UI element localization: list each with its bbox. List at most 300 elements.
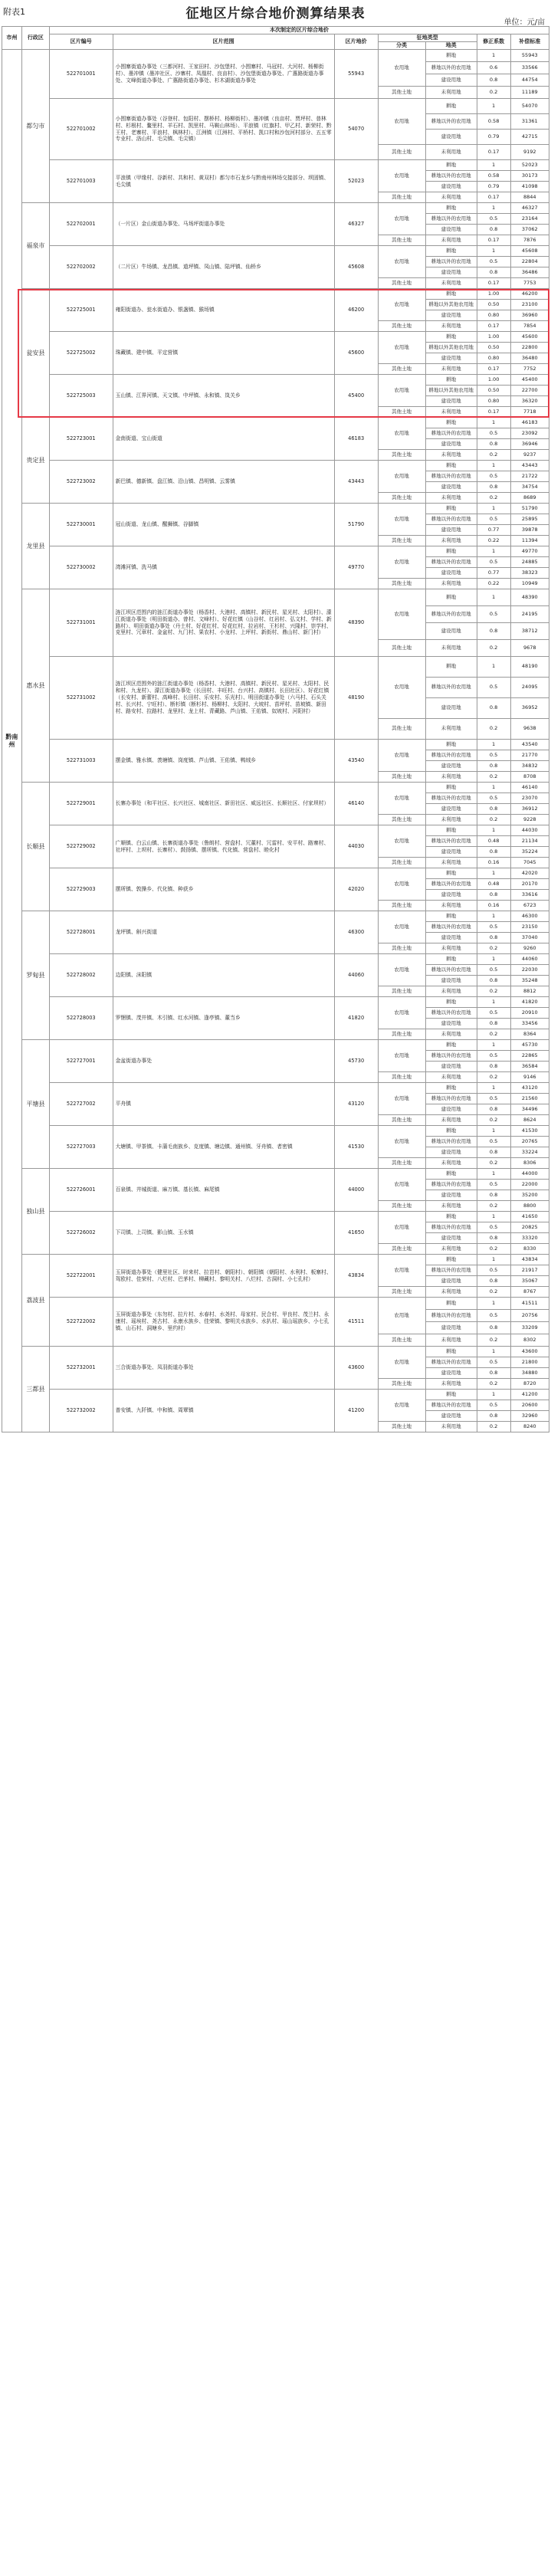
cell-std: 33320	[510, 1233, 549, 1244]
cell-code: 522731003	[49, 740, 113, 783]
cell-std: 33566	[510, 62, 549, 74]
cell-price: 43600	[334, 1347, 378, 1390]
cell-land: 耕地以外的农用地	[425, 965, 477, 976]
cell-coef: 0.2	[477, 1029, 510, 1040]
cell-std: 22000	[510, 1180, 549, 1190]
cell-land: 耕地	[425, 375, 477, 386]
cell-std: 7045	[510, 858, 549, 868]
cell-land: 耕地以外的农用地	[425, 171, 477, 182]
table-row	[2, 1390, 549, 1400]
cell-coef: 0.2	[477, 640, 510, 657]
cell-std: 46200	[510, 289, 549, 300]
table-row	[2, 1040, 549, 1051]
cell-land: 建设用地	[425, 482, 477, 493]
header-category: 分类	[378, 42, 425, 50]
cell-price: 43834	[334, 1255, 378, 1298]
cell-range: 广顺镇、白云山镇、长寨街道办事处（鲁朗村、营盘村、冗董村、冗雷村、安平村、路寨村、社坪村、上坝村、长寨村）、鼓扬镇、摆所镇、代化镇、营盘村、睦化村	[113, 825, 334, 868]
cell-land: 耕地以外的农用地	[425, 214, 477, 225]
cell-price: 44030	[334, 825, 378, 868]
cell-std: 33224	[510, 1147, 549, 1158]
table-row	[2, 954, 549, 965]
cell-std: 36320	[510, 396, 549, 407]
cell-category: 其他土地	[378, 1334, 425, 1347]
header-group: 本次制定的区片综合地价	[49, 27, 549, 34]
cell-category: 农用地	[378, 1255, 425, 1287]
cell-std: 10949	[510, 579, 549, 589]
cell-std: 45600	[510, 332, 549, 343]
cell-price: 49770	[334, 546, 378, 589]
cell-land: 耕地以外的农用地	[425, 879, 477, 890]
cell-category: 农用地	[378, 1390, 425, 1422]
cell-coef: 0.50	[477, 386, 510, 396]
cell-coef: 1	[477, 1255, 510, 1265]
table-row	[2, 1298, 549, 1310]
cell-coef: 0.5	[477, 214, 510, 225]
cell-coef: 0.80	[477, 310, 510, 321]
cell-std: 8624	[510, 1115, 549, 1126]
cell-land: 建设用地	[425, 1276, 477, 1287]
cell-land: 耕地以外的农用地	[425, 922, 477, 933]
cell-land: 耕地	[425, 160, 477, 171]
cell-code: 522722002	[49, 1298, 113, 1347]
cell-price: 48390	[334, 589, 378, 657]
table-body	[2, 50, 549, 1432]
cell-coef: 1	[477, 50, 510, 62]
cell-std: 48390	[510, 589, 549, 606]
cell-category: 农用地	[378, 1169, 425, 1201]
cell-range: （二片区）牛场镇、龙昌镇、道坪镇、凤山镇、陆坪镇、仙桥乡	[113, 246, 334, 289]
cell-std: 35224	[510, 847, 549, 858]
cell-std: 41530	[510, 1126, 549, 1137]
cell-coef: 0.5	[477, 1051, 510, 1062]
cell-code: 522732002	[49, 1390, 113, 1432]
cell-category: 其他土地	[378, 1244, 425, 1255]
cell-land: 建设用地	[425, 310, 477, 321]
cell-land: 耕地	[425, 203, 477, 214]
header-coef: 修正系数	[477, 34, 510, 50]
cell-coef: 0.17	[477, 192, 510, 203]
cell-land: 建设用地	[425, 1411, 477, 1422]
table-row	[2, 825, 549, 836]
cell-std: 8812	[510, 986, 549, 997]
cell-range: 平舟镇	[113, 1083, 334, 1126]
cell-std: 41098	[510, 182, 549, 192]
cell-std: 35200	[510, 1190, 549, 1201]
cell-coef: 0.8	[477, 698, 510, 719]
cell-land: 建设用地	[425, 1233, 477, 1244]
cell-coef: 0.5	[477, 1357, 510, 1368]
cell-std: 21800	[510, 1357, 549, 1368]
cell-land: 耕地	[425, 997, 477, 1008]
cell-category: 农用地	[378, 203, 425, 235]
cell-price: 52023	[334, 160, 378, 203]
cell-category: 其他土地	[378, 1201, 425, 1212]
cell-category: 其他土地	[378, 364, 425, 375]
cell-std: 8302	[510, 1334, 549, 1347]
cell-land: 耕地	[425, 1083, 477, 1094]
cell-price: 43540	[334, 740, 378, 783]
cell-std: 9237	[510, 450, 549, 461]
cell-std: 9678	[510, 640, 549, 657]
cell-price: 41820	[334, 997, 378, 1040]
cell-std: 8330	[510, 1244, 549, 1255]
cell-coef: 0.5	[477, 1180, 510, 1190]
cell-std: 34754	[510, 482, 549, 493]
cell-coef: 1.00	[477, 375, 510, 386]
cell-coef: 0.6	[477, 62, 510, 74]
cell-coef: 0.5	[477, 257, 510, 267]
cell-county: 瓮安县	[21, 289, 49, 418]
cell-coef: 1	[477, 740, 510, 750]
table-row	[2, 375, 549, 386]
cell-category: 其他土地	[378, 640, 425, 657]
table-row	[2, 203, 549, 214]
cell-code: 522731001	[49, 589, 113, 657]
cell-std: 24195	[510, 606, 549, 623]
cell-code: 522725003	[49, 375, 113, 418]
table-row	[2, 99, 549, 114]
cell-std: 32960	[510, 1411, 549, 1422]
cell-land: 耕地	[425, 1126, 477, 1137]
cell-code: 522732001	[49, 1347, 113, 1390]
cell-coef: 0.17	[477, 364, 510, 375]
cell-std: 44030	[510, 825, 549, 836]
cell-range: 摆金镇、雅水镇、羡塘镇、岗度镇、芦山镇、王佑镇、鸭绒乡	[113, 740, 334, 783]
cell-price: 44060	[334, 954, 378, 997]
cell-coef: 0.2	[477, 493, 510, 504]
cell-category: 农用地	[378, 997, 425, 1029]
cell-coef: 1	[477, 418, 510, 428]
cell-category: 农用地	[378, 160, 425, 192]
cell-coef: 0.50	[477, 343, 510, 353]
cell-land: 耕地以外的农用地	[425, 428, 477, 439]
cell-category: 农用地	[378, 868, 425, 901]
table-row	[2, 868, 549, 879]
cell-category: 农用地	[378, 50, 425, 87]
cell-std: 41820	[510, 997, 549, 1008]
cell-land: 耕地以外的农用地	[425, 1008, 477, 1019]
table-row	[2, 1347, 549, 1357]
table-row	[2, 1083, 549, 1094]
cell-land: 耕地	[425, 1255, 477, 1265]
cell-std: 36912	[510, 804, 549, 815]
cell-code: 522729001	[49, 783, 113, 825]
cell-coef: 0.2	[477, 943, 510, 954]
cell-coef: 0.2	[477, 1158, 510, 1169]
header-code: 区片编号	[49, 34, 113, 50]
cell-land: 耕地以外的农用地	[425, 678, 477, 698]
cell-category: 其他土地	[378, 1072, 425, 1083]
cell-std: 51790	[510, 504, 549, 514]
cell-std: 46300	[510, 911, 549, 922]
cell-land: 建设用地	[425, 890, 477, 901]
cell-land: 建设用地	[425, 267, 477, 278]
cell-land: 建设用地	[425, 1368, 477, 1379]
cell-std: 36946	[510, 439, 549, 450]
cell-std: 31361	[510, 114, 549, 130]
cell-coef: 0.8	[477, 933, 510, 943]
cell-coef: 1	[477, 783, 510, 793]
cell-coef: 0.5	[477, 678, 510, 698]
cell-coef: 0.2	[477, 1379, 510, 1390]
cell-land: 耕地	[425, 1040, 477, 1051]
cell-land: 耕地以外的农用地	[425, 514, 477, 525]
cell-price: 46300	[334, 911, 378, 954]
cell-std: 7876	[510, 235, 549, 246]
cell-land: 未利用地	[425, 579, 477, 589]
cell-land: 建设用地	[425, 74, 477, 87]
cell-std: 8364	[510, 1029, 549, 1040]
cell-coef: 0.2	[477, 772, 510, 783]
cell-range: 金南街道、宝山街道	[113, 418, 334, 461]
cell-land: 耕地	[425, 1390, 477, 1400]
cell-land: 耕地	[425, 418, 477, 428]
cell-price: 42020	[334, 868, 378, 911]
cell-coef: 0.79	[477, 130, 510, 145]
cell-coef: 1	[477, 160, 510, 171]
cell-coef: 1	[477, 1083, 510, 1094]
cell-coef: 1	[477, 461, 510, 471]
cell-coef: 0.2	[477, 986, 510, 997]
cell-coef: 0.5	[477, 1094, 510, 1104]
cell-coef: 1	[477, 868, 510, 879]
cell-coef: 1	[477, 246, 510, 257]
cell-coef: 1	[477, 99, 510, 114]
table-row	[2, 504, 549, 514]
cell-code: 522728001	[49, 911, 113, 954]
cell-category: 其他土地	[378, 450, 425, 461]
cell-coef: 0.8	[477, 847, 510, 858]
cell-land: 耕地	[425, 868, 477, 879]
cell-coef: 0.17	[477, 145, 510, 160]
cell-std: 52023	[510, 160, 549, 171]
cell-land: 耕地以外的农用地	[425, 1400, 477, 1411]
cell-std: 20910	[510, 1008, 549, 1019]
cell-range: 金盆街道办事处	[113, 1040, 334, 1083]
cell-range: 三合街道办事处、凤羽街道办事处	[113, 1347, 334, 1390]
cell-land: 建设用地	[425, 847, 477, 858]
cell-range: 湾滩河镇、洗马镇	[113, 546, 334, 589]
cell-category: 其他土地	[378, 943, 425, 954]
cell-std: 20756	[510, 1310, 549, 1322]
cell-land: 耕地以外的农用地	[425, 1051, 477, 1062]
cell-coef: 1	[477, 1169, 510, 1180]
cell-coef: 0.8	[477, 1322, 510, 1334]
table-row	[2, 332, 549, 343]
cell-std: 25895	[510, 514, 549, 525]
cell-coef: 0.5	[477, 922, 510, 933]
cell-range: 罗悃镇、茂井镇、木引镇、红水河镇、逢亭镇、董当乡	[113, 997, 334, 1040]
cell-coef: 0.58	[477, 171, 510, 182]
cell-coef: 0.17	[477, 321, 510, 332]
cell-category: 其他土地	[378, 772, 425, 783]
cell-coef: 0.16	[477, 901, 510, 911]
unit-label: 单位：元/亩	[503, 18, 545, 27]
cell-land: 未利用地	[425, 640, 477, 657]
cell-land: 建设用地	[425, 976, 477, 986]
cell-land: 建设用地	[425, 933, 477, 943]
cell-coef: 0.2	[477, 719, 510, 740]
document-header	[0, 0, 551, 26]
cell-coef: 0.77	[477, 568, 510, 579]
cell-code: 522731002	[49, 657, 113, 740]
cell-price: 45400	[334, 375, 378, 418]
cell-coef: 0.2	[477, 1201, 510, 1212]
cell-land: 未利用地	[425, 1115, 477, 1126]
table-row	[2, 997, 549, 1008]
cell-coef: 0.8	[477, 623, 510, 640]
cell-category: 农用地	[378, 657, 425, 719]
cell-land: 耕地	[425, 289, 477, 300]
cell-land: 建设用地	[425, 1147, 477, 1158]
cell-std: 23164	[510, 214, 549, 225]
cell-coef: 0.17	[477, 235, 510, 246]
table-row	[2, 461, 549, 471]
cell-land: 耕地以外的农用地	[425, 114, 477, 130]
cell-category: 其他土地	[378, 87, 425, 99]
cell-std: 8306	[510, 1158, 549, 1169]
cell-price: 45600	[334, 332, 378, 375]
cell-std: 43443	[510, 461, 549, 471]
cell-land: 建设用地	[425, 130, 477, 145]
cell-land: 耕地	[425, 461, 477, 471]
cell-coef: 0.2	[477, 1115, 510, 1126]
cell-range: 边阳镇、沫阳镇	[113, 954, 334, 997]
cell-range: 百泉镇、井城街道、麻万镇、基长镇、麻尾镇	[113, 1169, 334, 1212]
cell-std: 23070	[510, 793, 549, 804]
table-row	[2, 160, 549, 171]
table-row	[2, 1126, 549, 1137]
cell-land: 耕地	[425, 657, 477, 678]
cell-std: 54070	[510, 99, 549, 114]
cell-std: 42715	[510, 130, 549, 145]
cell-land: 未利用地	[425, 407, 477, 418]
cell-std: 39878	[510, 525, 549, 536]
cell-code: 522727002	[49, 1083, 113, 1126]
cell-land: 未利用地	[425, 1287, 477, 1298]
cell-land: 耕地	[425, 825, 477, 836]
cell-coef: 0.8	[477, 804, 510, 815]
cell-code: 522727003	[49, 1126, 113, 1169]
cell-std: 22800	[510, 343, 549, 353]
cell-std: 42020	[510, 868, 549, 879]
cell-std: 41650	[510, 1212, 549, 1222]
cell-land: 耕地	[425, 332, 477, 343]
cell-std: 34880	[510, 1368, 549, 1379]
cell-category: 其他土地	[378, 192, 425, 203]
header-std: 补偿标准	[510, 34, 549, 50]
table-row	[2, 418, 549, 428]
cell-land: 耕地以外的农用地	[425, 750, 477, 761]
cell-coef: 0.8	[477, 74, 510, 87]
cell-coef: 0.80	[477, 396, 510, 407]
cell-std: 6723	[510, 901, 549, 911]
cell-range: 大塘镇、甲茶镇、卡蒲毛南族乡、克度镇、塘边镇、通州镇、牙舟镇、者密镇	[113, 1126, 334, 1169]
cell-code: 522723002	[49, 461, 113, 504]
cell-code: 522725002	[49, 332, 113, 375]
cell-coef: 0.5	[477, 793, 510, 804]
cell-category: 农用地	[378, 246, 425, 278]
cell-category: 其他土地	[378, 1287, 425, 1298]
cell-category: 其他土地	[378, 1158, 425, 1169]
cell-coef: 1	[477, 546, 510, 557]
cell-std: 8689	[510, 493, 549, 504]
cell-price: 41530	[334, 1126, 378, 1169]
cell-category: 其他土地	[378, 579, 425, 589]
cell-code: 522702002	[49, 246, 113, 289]
cell-std: 23092	[510, 428, 549, 439]
cell-land: 耕地	[425, 589, 477, 606]
cell-land: 未利用地	[425, 1244, 477, 1255]
cell-std: 7753	[510, 278, 549, 289]
cell-range: 平浪镇（甲缘村、谷新村、共和村、黄双村）都匀市石龙乡与黔南州林场交接部分、坝固镇、毛尖镇	[113, 160, 334, 203]
cell-coef: 0.58	[477, 114, 510, 130]
cell-range: 小围寨街道办事处（三都河村、王家田村、沙包堡村、小围寨村、马冠村、大河村、杨柳街村）、墨冲镇（墨冲社区、沙寨村、凤凰村、良亩村）、沙包堡街道办事处、广惠路街道办事处、文峰街道办事处、广惠路街道办事处、杉木湖街道办事处	[113, 50, 334, 99]
cell-std: 23100	[510, 300, 549, 310]
cell-price: 44000	[334, 1169, 378, 1212]
cell-land: 耕地以外其他农用地	[425, 300, 477, 310]
cell-land: 耕地以外的农用地	[425, 793, 477, 804]
cell-std: 36480	[510, 353, 549, 364]
cell-code: 522728002	[49, 954, 113, 997]
cell-price: 46327	[334, 203, 378, 246]
cell-code: 522726002	[49, 1212, 113, 1255]
cell-price: 51790	[334, 504, 378, 546]
cell-std: 8800	[510, 1201, 549, 1212]
cell-coef: 0.8	[477, 1276, 510, 1287]
cell-category: 农用地	[378, 1040, 425, 1072]
cell-std: 33616	[510, 890, 549, 901]
cell-coef: 0.8	[477, 1190, 510, 1201]
cell-std: 34832	[510, 761, 549, 772]
cell-category: 农用地	[378, 375, 425, 407]
cell-land: 未利用地	[425, 943, 477, 954]
cell-coef: 0.2	[477, 450, 510, 461]
cell-category: 农用地	[378, 504, 425, 536]
cell-land: 耕地	[425, 1169, 477, 1180]
cell-coef: 0.8	[477, 761, 510, 772]
cell-std: 9192	[510, 145, 549, 160]
cell-std: 9228	[510, 815, 549, 825]
cell-category: 农用地	[378, 1298, 425, 1334]
cell-std: 45608	[510, 246, 549, 257]
cell-std: 44754	[510, 74, 549, 87]
cell-price: 48190	[334, 657, 378, 740]
cell-land: 未利用地	[425, 1201, 477, 1212]
table-row	[2, 546, 549, 557]
cell-category: 农用地	[378, 546, 425, 579]
cell-std: 7752	[510, 364, 549, 375]
cell-land: 耕地	[425, 246, 477, 257]
cell-coef: 0.8	[477, 439, 510, 450]
cell-coef: 0.2	[477, 1287, 510, 1298]
cell-category: 农用地	[378, 461, 425, 493]
cell-category: 农用地	[378, 289, 425, 321]
header-land-type: 征地类型	[378, 34, 477, 42]
cell-land: 建设用地	[425, 623, 477, 640]
cell-std: 8844	[510, 192, 549, 203]
cell-price: 54070	[334, 99, 378, 160]
cell-code: 522701003	[49, 160, 113, 203]
cell-coef: 1	[477, 1126, 510, 1137]
cell-category: 其他土地	[378, 986, 425, 997]
cell-category: 农用地	[378, 954, 425, 986]
cell-land: 未利用地	[425, 450, 477, 461]
cell-land: 耕地以外其他农用地	[425, 343, 477, 353]
cell-coef: 1	[477, 954, 510, 965]
cell-std: 37062	[510, 225, 549, 235]
cell-land: 未利用地	[425, 536, 477, 546]
